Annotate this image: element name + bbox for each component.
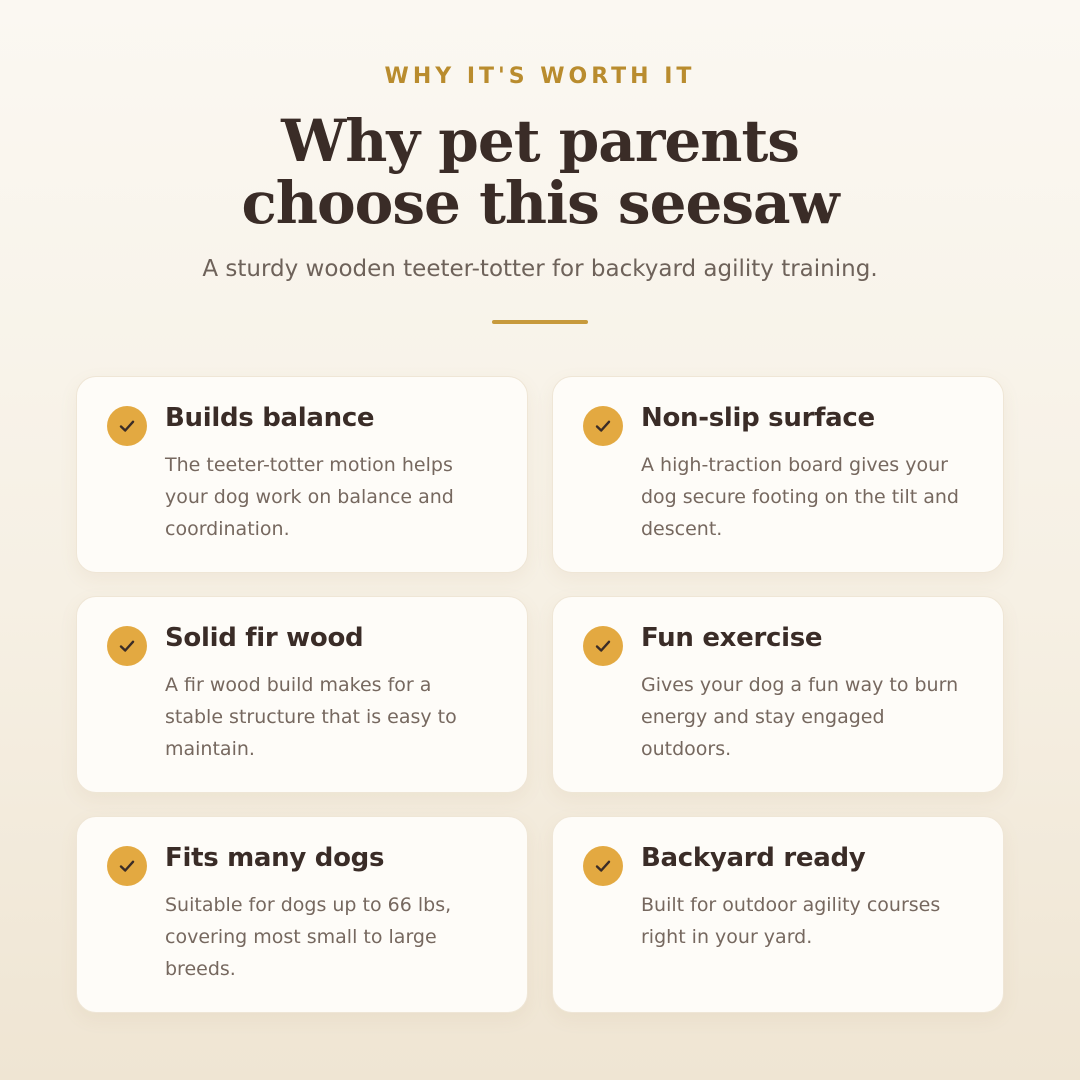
page-subtitle: A sturdy wooden teeter-totter for backyard agility training.	[202, 256, 878, 282]
feature-card-non-slip-surface	[552, 376, 1004, 573]
feature-title: Fun exercise	[641, 623, 823, 653]
eyebrow-label: WHY IT'S WORTH IT	[384, 64, 696, 89]
check-icon	[583, 406, 623, 446]
feature-card-builds-balance	[76, 376, 528, 573]
feature-card-solid-fir-wood	[76, 596, 528, 793]
page-title-line-2: choose this seesaw	[241, 169, 839, 237]
feature-description: Gives your dog a fun way to burn energy and stay engaged outdoors.	[641, 674, 959, 760]
check-icon	[583, 846, 623, 886]
feature-title: Backyard ready	[641, 843, 866, 873]
feature-title: Fits many dogs	[165, 843, 385, 873]
page-title	[0, 107, 1080, 237]
feature-description: A fir wood build makes for a stable structure that is easy to maintain.	[165, 674, 457, 760]
feature-description: A high-traction board gives your dog secure footing on the tilt and descent.	[641, 454, 959, 540]
check-icon	[583, 626, 623, 666]
check-icon	[107, 406, 147, 446]
feature-title: Non-slip surface	[641, 403, 875, 433]
feature-card-fits-many-dogs	[76, 816, 528, 1013]
feature-description: The teeter-totter motion helps your dog work on balance and coordination.	[165, 454, 454, 540]
feature-card-backyard-ready	[552, 816, 1004, 1013]
page-title-line-1: Why pet parents	[281, 107, 799, 175]
accent-divider	[492, 320, 588, 324]
feature-grid	[76, 376, 1004, 1013]
feature-description: Built for outdoor agility courses right in your yard.	[641, 894, 941, 948]
feature-card-fun-exercise	[552, 596, 1004, 793]
feature-title: Builds balance	[165, 403, 375, 433]
feature-title: Solid fir wood	[165, 623, 364, 653]
check-icon	[107, 846, 147, 886]
check-icon	[107, 626, 147, 666]
feature-description: Suitable for dogs up to 66 lbs, covering most small to large breeds.	[165, 894, 452, 980]
